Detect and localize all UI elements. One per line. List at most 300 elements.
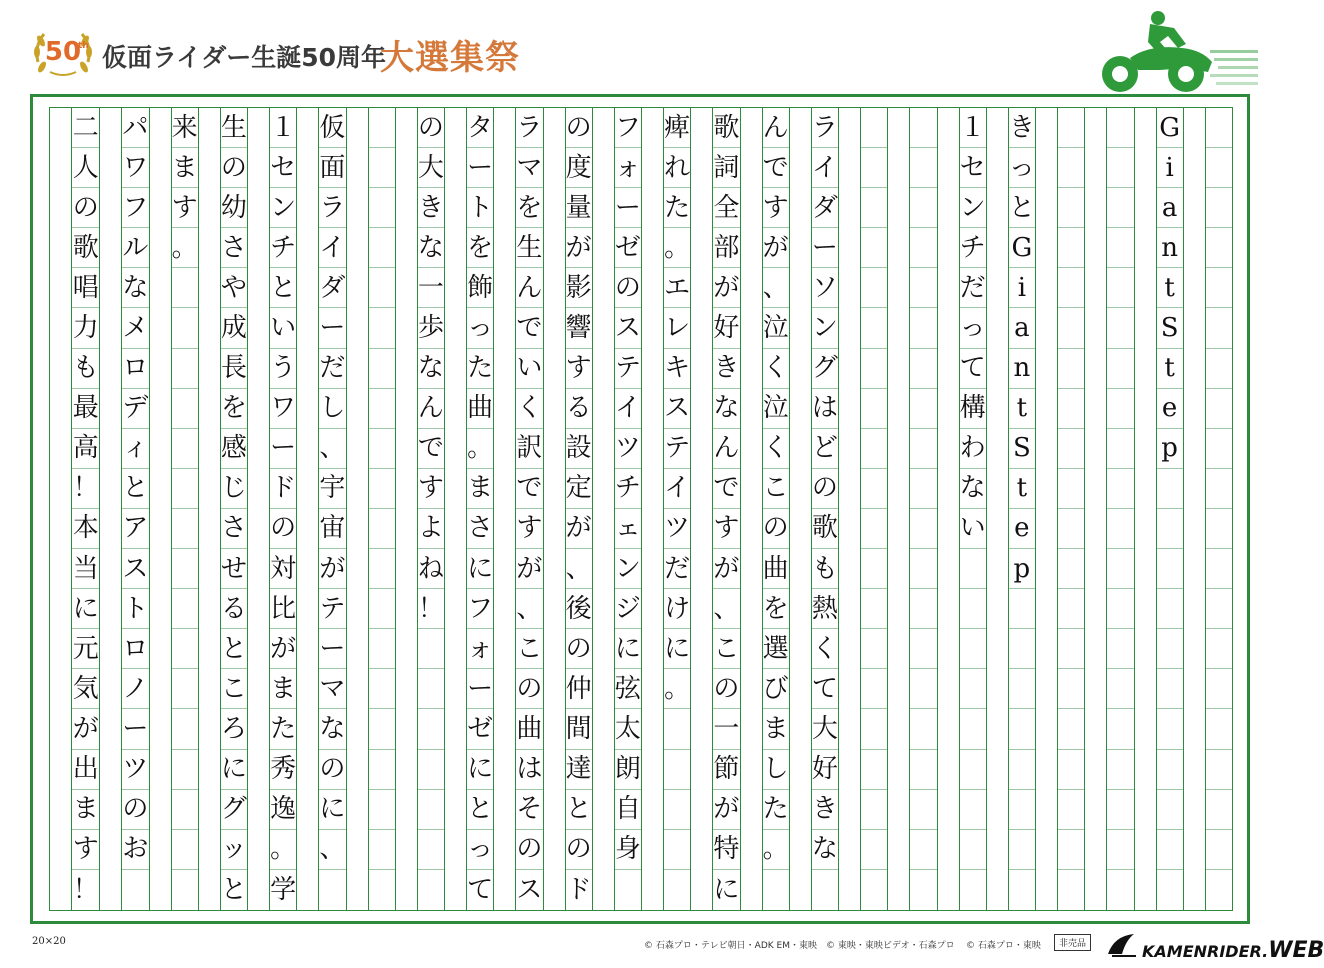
- manuscript-cell: [664, 870, 690, 910]
- manuscript-cell: [369, 469, 395, 509]
- manuscript-cell: 宙: [319, 509, 345, 549]
- manuscript-cell: [418, 830, 444, 870]
- manuscript-cell: メ: [122, 308, 148, 348]
- manuscript-cell: [910, 790, 936, 830]
- manuscript-cell: [910, 509, 936, 549]
- manuscript-cell: [1107, 228, 1133, 268]
- manuscript-cell: [910, 669, 936, 709]
- site-logo-text: KAMENRIDER.WEB: [1142, 938, 1324, 963]
- manuscript-cell: と: [270, 268, 296, 308]
- manuscript-cell: 歌: [713, 108, 739, 148]
- manuscript-cell: 。: [172, 228, 198, 268]
- manuscript-cell: [1206, 108, 1232, 148]
- manuscript-column: [740, 108, 789, 910]
- not-for-sale-badge: 非売品: [1054, 934, 1091, 951]
- manuscript-cell: 面: [319, 148, 345, 188]
- manuscript-cell: [1206, 629, 1232, 669]
- manuscript-cell: す: [72, 830, 99, 870]
- manuscript-cell: の: [812, 469, 838, 509]
- manuscript-column: [444, 108, 493, 910]
- manuscript-cell: [1107, 509, 1133, 549]
- manuscript-cell: [319, 870, 345, 910]
- manuscript-cell: 自: [615, 790, 641, 830]
- manuscript-cell: [369, 148, 395, 188]
- manuscript-cell: [1058, 469, 1084, 509]
- manuscript-cell: ！: [72, 469, 99, 509]
- manuscript-cell: [369, 509, 395, 549]
- manuscript-cell: ジ: [615, 589, 641, 629]
- column-cells: [763, 108, 789, 910]
- manuscript-cell: [172, 870, 198, 910]
- manuscript-column: [789, 108, 838, 910]
- kamen-rider-web-logo: [1104, 930, 1324, 963]
- manuscript-cell: じ: [221, 469, 247, 509]
- manuscript-cell: ラ: [812, 108, 838, 148]
- manuscript-cell: [861, 509, 887, 549]
- manuscript-cell: e: [1009, 509, 1035, 549]
- manuscript-cell: ま: [270, 669, 296, 709]
- manuscript-cell: な: [122, 268, 148, 308]
- manuscript-cell: 、: [516, 589, 542, 629]
- manuscript-cell: G: [1009, 228, 1035, 268]
- manuscript-cell: わ: [960, 429, 986, 469]
- manuscript-grid: [49, 107, 1233, 911]
- manuscript-cell: ー: [122, 709, 148, 749]
- manuscript-cell: と: [220, 874, 247, 905]
- manuscript-cell: [1058, 389, 1084, 429]
- manuscript-cell: [1107, 750, 1133, 790]
- manuscript-cell: を: [467, 228, 493, 268]
- manuscript-cell: チ: [615, 469, 641, 509]
- manuscript-cell: く: [516, 389, 542, 429]
- manuscript-cell: こ: [221, 669, 247, 709]
- manuscript-cell: ダ: [812, 188, 838, 228]
- manuscript-cell: す: [763, 188, 789, 228]
- manuscript-cell: [960, 750, 986, 790]
- manuscript-column: [1084, 108, 1133, 910]
- manuscript-cell: [664, 750, 690, 790]
- manuscript-cell: 、: [319, 830, 345, 870]
- manuscript-cell: [1009, 709, 1035, 749]
- column-cells: [221, 108, 247, 910]
- manuscript-cell: た: [763, 790, 789, 830]
- manuscript-cell: イ: [664, 469, 690, 509]
- manuscript-cell: [1058, 108, 1084, 148]
- manuscript-cell: 唱: [72, 268, 99, 308]
- manuscript-cell: ー: [270, 429, 296, 469]
- manuscript-cell: が: [713, 268, 739, 308]
- manuscript-cell: [910, 308, 936, 348]
- manuscript-cell: お: [122, 830, 148, 870]
- manuscript-cell: と: [467, 790, 493, 830]
- manuscript-cell: [1058, 429, 1084, 469]
- manuscript-cell: れ: [664, 148, 690, 188]
- manuscript-cell: i: [1009, 268, 1035, 308]
- manuscript-cell: ツ: [122, 750, 148, 790]
- manuscript-cell: [1009, 669, 1035, 709]
- manuscript-cell: [1206, 589, 1232, 629]
- manuscript-cell: 人: [72, 148, 99, 188]
- manuscript-cell: [369, 589, 395, 629]
- manuscript-cell: t: [1157, 349, 1183, 389]
- manuscript-cell: [1107, 790, 1133, 830]
- manuscript-cell: [1058, 669, 1084, 709]
- manuscript-cell: [664, 709, 690, 749]
- manuscript-cell: 間: [566, 709, 592, 749]
- manuscript-cell: フ: [467, 589, 493, 629]
- manuscript-cell: チ: [270, 228, 296, 268]
- manuscript-cell: [861, 268, 887, 308]
- manuscript-cell: [1058, 870, 1084, 910]
- manuscript-cell: が: [566, 228, 592, 268]
- manuscript-cell: フ: [615, 108, 641, 148]
- manuscript-cell: [369, 389, 395, 429]
- manuscript-cell: で: [763, 148, 789, 188]
- column-cells: [172, 108, 198, 910]
- manuscript-cell: [1058, 790, 1084, 830]
- manuscript-cell: S: [1157, 308, 1183, 348]
- manuscript-cell: [1157, 709, 1183, 749]
- copyright-credit: © 石森プロ・東映: [966, 941, 1041, 951]
- manuscript-cell: G: [1157, 108, 1183, 148]
- manuscript-cell: [1157, 549, 1183, 589]
- manuscript-cell: [960, 830, 986, 870]
- manuscript-cell: [1058, 549, 1084, 589]
- manuscript-cell: [861, 308, 887, 348]
- manuscript-cell: [1107, 629, 1133, 669]
- manuscript-cell: [664, 790, 690, 830]
- manuscript-cell: に: [467, 750, 493, 790]
- manuscript-cell: 。: [763, 830, 789, 870]
- manuscript-cell: [1009, 830, 1035, 870]
- manuscript-cell: の: [72, 188, 99, 228]
- manuscript-cell: [910, 108, 936, 148]
- manuscript-cell: [1206, 469, 1232, 509]
- manuscript-cell: [1107, 549, 1133, 589]
- manuscript-cell: 、: [319, 429, 345, 469]
- manuscript-cell: 泣: [763, 308, 789, 348]
- manuscript-cell: ェ: [615, 509, 641, 549]
- manuscript-cell: 痺: [664, 108, 690, 148]
- manuscript-cell: [861, 790, 887, 830]
- manuscript-cell: も: [812, 549, 838, 589]
- manuscript-cell: テ: [664, 429, 690, 469]
- manuscript-cell: [369, 228, 395, 268]
- kamen-rider-motorcycle-icon: [1090, 8, 1260, 96]
- manuscript-cell: デ: [122, 389, 148, 429]
- manuscript-cell: ま: [72, 790, 99, 830]
- manuscript-cell: ま: [467, 469, 493, 509]
- manuscript-cell: 元: [72, 629, 99, 669]
- manuscript-cell: が: [713, 790, 739, 830]
- manuscript-cell: [910, 629, 936, 669]
- manuscript-cell: ル: [122, 228, 148, 268]
- manuscript-cell: 出: [72, 750, 99, 790]
- manuscript-cell: で: [713, 469, 739, 509]
- manuscript-cell: 生: [516, 228, 542, 268]
- manuscript-cell: [1009, 870, 1035, 910]
- manuscript-cell: [664, 830, 690, 870]
- manuscript-column: [50, 108, 99, 910]
- copyright-credit: © 東映・東映ビデオ・石森プロ: [826, 941, 955, 951]
- manuscript-cell: チ: [960, 228, 986, 268]
- manuscript-cell: [910, 429, 936, 469]
- manuscript-cell: [172, 750, 198, 790]
- manuscript-cell: 当: [72, 549, 99, 589]
- manuscript-cell: な: [713, 389, 739, 429]
- manuscript-cell: [1107, 870, 1133, 910]
- manuscript-cell: の: [418, 108, 444, 148]
- manuscript-cell: [172, 549, 198, 589]
- manuscript-cell: は: [812, 389, 838, 429]
- manuscript-cell: [172, 709, 198, 749]
- manuscript-cell: 感: [221, 429, 247, 469]
- manuscript-cell: 曲: [467, 389, 493, 429]
- manuscript-cell: の: [566, 629, 592, 669]
- manuscript-cell: [960, 709, 986, 749]
- manuscript-cell: グ: [221, 790, 247, 830]
- manuscript-column: [592, 108, 641, 910]
- manuscript-cell: て: [812, 669, 838, 709]
- manuscript-cell: [172, 308, 198, 348]
- manuscript-column: [986, 108, 1035, 910]
- manuscript-cell: 歌: [72, 228, 99, 268]
- manuscript-cell: 。: [270, 830, 296, 870]
- manuscript-cell: の: [763, 509, 789, 549]
- column-cells: [1009, 108, 1035, 910]
- manuscript-cell: っ: [960, 308, 986, 348]
- manuscript-cell: [1206, 148, 1232, 188]
- copyright-credit: © 石森プロ・テレビ朝日・ADK EM・東映: [644, 941, 817, 951]
- column-cells: [369, 108, 395, 910]
- manuscript-cell: す: [516, 509, 542, 549]
- column-cells: [861, 108, 887, 910]
- manuscript-cell: 曲: [763, 549, 789, 589]
- manuscript-cell: t: [1157, 268, 1183, 308]
- grid-size-label: 20×20: [32, 936, 66, 947]
- manuscript-cell: 度: [566, 148, 592, 188]
- manuscript-cell: [861, 429, 887, 469]
- manuscript-cell: パ: [122, 108, 148, 148]
- manuscript-cell: [1058, 589, 1084, 629]
- manuscript-cell: [861, 830, 887, 870]
- manuscript-cell: よ: [418, 509, 444, 549]
- manuscript-cell: 設: [566, 429, 592, 469]
- manuscript-cell: ん: [763, 108, 789, 148]
- manuscript-cell: 生: [221, 108, 247, 148]
- manuscript-cell: p: [1157, 429, 1183, 469]
- manuscript-cell: 飾: [467, 268, 493, 308]
- manuscript-cell: 、: [566, 549, 592, 589]
- manuscript-cell: き: [812, 790, 838, 830]
- manuscript-cell: の: [516, 669, 542, 709]
- manuscript-cell: ド: [565, 874, 592, 905]
- manuscript-cell: [910, 389, 936, 429]
- event-title: 仮面ライダー生誕50周年: [102, 43, 387, 72]
- manuscript-cell: し: [763, 750, 789, 790]
- manuscript-cell: [172, 669, 198, 709]
- manuscript-cell: [910, 549, 936, 589]
- manuscript-cell: [1107, 830, 1133, 870]
- manuscript-cell: [172, 830, 198, 870]
- manuscript-cell: [1107, 669, 1133, 709]
- manuscript-cell: 比: [270, 589, 296, 629]
- manuscript-cell: [910, 589, 936, 629]
- manuscript-cell: に: [664, 629, 690, 669]
- manuscript-cell: [910, 750, 936, 790]
- manuscript-column: [395, 108, 444, 910]
- manuscript-cell: [1107, 148, 1133, 188]
- manuscript-cell: き: [713, 349, 739, 389]
- manuscript-cell: [172, 509, 198, 549]
- manuscript-cell: さ: [221, 228, 247, 268]
- manuscript-cell: 訳: [516, 429, 542, 469]
- manuscript-cell: [418, 629, 444, 669]
- manuscript-cell: ダ: [319, 268, 345, 308]
- manuscript-cell: の: [566, 108, 592, 148]
- manuscript-cell: [861, 148, 887, 188]
- manuscript-cell: 定: [566, 469, 592, 509]
- manuscript-cell: 、: [763, 268, 789, 308]
- manuscript-cell: ん: [418, 389, 444, 429]
- manuscript-cell: [960, 589, 986, 629]
- manuscript-cell: 一: [713, 709, 739, 749]
- manuscript-cell: の: [122, 790, 148, 830]
- manuscript-cell: と: [221, 629, 247, 669]
- manuscript-cell: １: [960, 108, 986, 148]
- manuscript-cell: [1009, 589, 1035, 629]
- column-cells: [1157, 108, 1183, 910]
- manuscript-cell: [910, 469, 936, 509]
- column-cells: [467, 108, 493, 910]
- manuscript-cell: [418, 669, 444, 709]
- manuscript-cell: [615, 870, 641, 910]
- manuscript-cell: 影: [566, 268, 592, 308]
- manuscript-cell: 選: [763, 629, 789, 669]
- manuscript-cell: を: [221, 389, 247, 429]
- manuscript-cell: と: [1009, 188, 1035, 228]
- manuscript-cell: な: [418, 228, 444, 268]
- manuscript-cell: １: [270, 108, 296, 148]
- manuscript-cell: [172, 790, 198, 830]
- manuscript-cell: [861, 389, 887, 429]
- manuscript-cell: の: [713, 669, 739, 709]
- manuscript-cell: [861, 750, 887, 790]
- manuscript-cell: [960, 790, 986, 830]
- manuscript-column: [1134, 108, 1183, 910]
- manuscript-cell: [861, 349, 887, 389]
- manuscript-cell: 泣: [763, 389, 789, 429]
- manuscript-cell: ま: [172, 148, 198, 188]
- manuscript-cell: [1157, 469, 1183, 509]
- manuscript-column: [198, 108, 247, 910]
- manuscript-cell: す: [713, 509, 739, 549]
- manuscript-cell: マ: [319, 669, 345, 709]
- manuscript-cell: [172, 429, 198, 469]
- manuscript-cell: ど: [812, 429, 838, 469]
- manuscript-cell: 気: [72, 669, 99, 709]
- column-cells: [713, 108, 739, 910]
- manuscript-cell: 逸: [270, 790, 296, 830]
- manuscript-cell: が: [72, 709, 99, 749]
- manuscript-cell: [861, 589, 887, 629]
- manuscript-cell: レ: [664, 308, 690, 348]
- manuscript-cell: で: [516, 469, 542, 509]
- manuscript-cell: き: [1009, 108, 1035, 148]
- manuscript-cell: [1107, 709, 1133, 749]
- manuscript-cell: の: [221, 148, 247, 188]
- manuscript-cell: ツ: [664, 509, 690, 549]
- manuscript-cell: ー: [319, 308, 345, 348]
- manuscript-cell: の: [566, 830, 592, 870]
- manuscript-cell: エ: [664, 268, 690, 308]
- manuscript-cell: [1206, 349, 1232, 389]
- manuscript-cell: た: [664, 188, 690, 228]
- manuscript-cell: 一: [418, 268, 444, 308]
- manuscript-cell: [910, 268, 936, 308]
- manuscript-cell: [1107, 108, 1133, 148]
- manuscript-cell: [1058, 308, 1084, 348]
- manuscript-cell: [1058, 709, 1084, 749]
- column-cells: [1058, 108, 1084, 910]
- column-cells: [122, 108, 148, 910]
- manuscript-cell: [1157, 629, 1183, 669]
- manuscript-cell: が: [319, 549, 345, 589]
- manuscript-cell: セ: [960, 148, 986, 188]
- manuscript-cell: n: [1009, 349, 1035, 389]
- manuscript-cell: [172, 629, 198, 669]
- manuscript-cell: ン: [270, 188, 296, 228]
- manuscript-cell: [1206, 228, 1232, 268]
- manuscript-cell: [1206, 509, 1232, 549]
- manuscript-cell: [1157, 589, 1183, 629]
- manuscript-cell: い: [270, 308, 296, 348]
- manuscript-cell: る: [221, 589, 247, 629]
- manuscript-cell: 節: [713, 750, 739, 790]
- manuscript-cell: を: [516, 188, 542, 228]
- manuscript-cell: p: [1009, 549, 1035, 589]
- manuscript-cell: [1058, 509, 1084, 549]
- manuscript-cell: ッ: [221, 830, 247, 870]
- manuscript-cell: ん: [713, 429, 739, 469]
- kamen-rider-web-logo-icon: [1104, 930, 1140, 960]
- manuscript-cell: 。: [467, 429, 493, 469]
- manuscript-cell: [418, 750, 444, 790]
- manuscript-cell: く: [763, 349, 789, 389]
- manuscript-cell: の: [615, 268, 641, 308]
- manuscript-column: [887, 108, 936, 910]
- manuscript-cell: ろ: [221, 709, 247, 749]
- manuscript-cell: a: [1009, 308, 1035, 348]
- manuscript-cell: [861, 108, 887, 148]
- manuscript-cell: [1107, 469, 1133, 509]
- manuscript-cell: な: [960, 469, 986, 509]
- manuscript-cell: [1107, 389, 1133, 429]
- manuscript-cell: [861, 669, 887, 709]
- manuscript-cell: ラ: [319, 188, 345, 228]
- manuscript-cell: [1157, 750, 1183, 790]
- manuscript-cell: せ: [221, 549, 247, 589]
- manuscript-cell: [1206, 870, 1232, 910]
- manuscript-cell: ワ: [270, 389, 296, 429]
- manuscript-cell: が: [713, 549, 739, 589]
- manuscript-cell: [369, 268, 395, 308]
- manuscript-cell: [1206, 308, 1232, 348]
- manuscript-cell: 構: [960, 389, 986, 429]
- manuscript-cell: 響: [566, 308, 592, 348]
- manuscript-cell: [172, 589, 198, 629]
- manuscript-cell: [861, 549, 887, 589]
